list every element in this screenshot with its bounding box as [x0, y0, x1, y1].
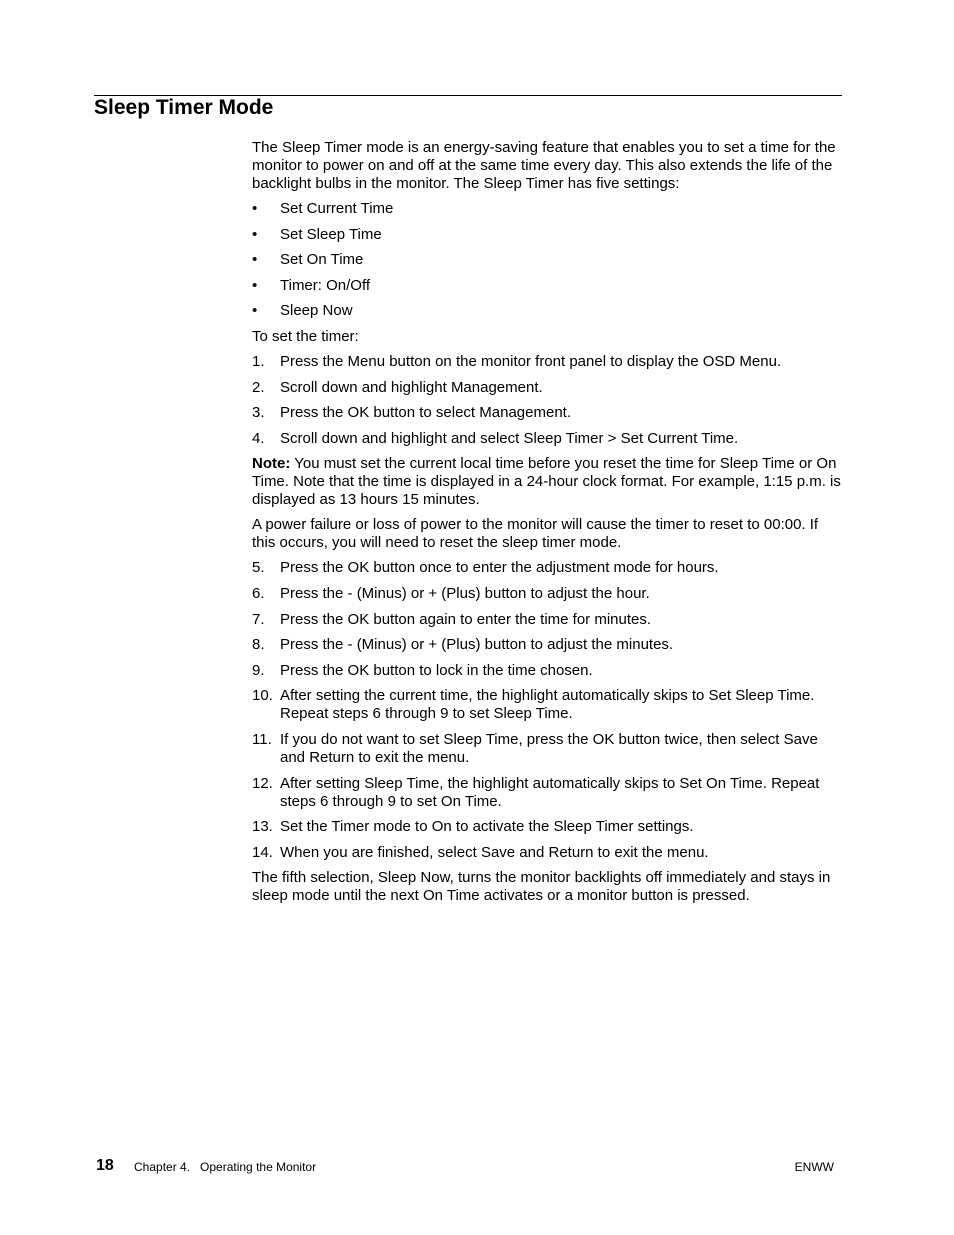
- step-item: [252, 636, 842, 654]
- step-item-marker: 14.: [252, 843, 273, 861]
- content-body: [252, 139, 842, 912]
- settings-item-text: Set Sleep Time: [280, 225, 382, 243]
- settings-item-marker: •: [252, 276, 258, 294]
- step-item-text: Press the OK button once to enter the adjustment mode for hours.: [280, 559, 719, 577]
- page-number: 18: [96, 1157, 114, 1174]
- settings-item: [252, 200, 842, 218]
- step-item-text: After setting the current time, the highlight automatically skips to Set Sleep Time. Repeat steps 6 through 9 to set Sleep Time.: [280, 687, 815, 723]
- step-item-text: When you are finished, select Save and Return to exit the menu.: [280, 843, 709, 861]
- step-item-text: Press the - (Minus) or + (Plus) button to adjust the hour.: [280, 584, 650, 602]
- step-item: [252, 687, 842, 723]
- step-item: [252, 404, 842, 422]
- step-item-marker: 4.: [252, 429, 265, 447]
- step-item: [252, 379, 842, 397]
- settings-item-marker: •: [252, 200, 258, 217]
- page-footer: [96, 1155, 838, 1177]
- step-item: [252, 430, 842, 448]
- step-item-marker: 7.: [252, 610, 265, 628]
- step-item-text: Set the Timer mode to On to activate the Sleep Timer settings.: [280, 818, 694, 836]
- note-paragraph: [252, 455, 842, 509]
- step-item: [252, 844, 842, 862]
- step-item-text: Press the OK button to select Management.: [280, 404, 571, 422]
- settings-item-text: Set Current Time: [280, 200, 394, 217]
- settings-item-text: Set On Time: [280, 251, 364, 269]
- closing-paragraph: The fifth selection, Sleep Now, turns the monitor backlights off immediately and stays in sleep mode until the next On Time activates or a monitor button is pressed.: [252, 869, 831, 905]
- step-item-marker: 13.: [252, 818, 273, 836]
- step-item-text: Scroll down and highlight and select Sleep Timer > Set Current Time.: [280, 429, 739, 447]
- settings-item-marker: •: [252, 225, 258, 243]
- settings-item: [252, 251, 842, 269]
- settings-item: [252, 277, 842, 295]
- step-item: [252, 611, 842, 629]
- step-item-text: Scroll down and highlight Management.: [280, 378, 543, 396]
- section-title: Sleep Timer Mode: [94, 96, 274, 119]
- steps-list-part-1: [252, 353, 842, 448]
- settings-item-text: Sleep Now: [280, 302, 353, 320]
- step-item: [252, 559, 842, 577]
- step-item-text: Press the OK button to lock in the time chosen.: [280, 661, 593, 679]
- step-item-marker: 9.: [252, 661, 265, 679]
- step-item-marker: 6.: [252, 584, 265, 602]
- settings-item: [252, 302, 842, 320]
- step-item-marker: 5.: [252, 559, 265, 577]
- note-label: Note:: [252, 455, 291, 473]
- step-item: [252, 585, 842, 603]
- power-failure-paragraph: A power failure or loss of power to the monitor will cause the timer to reset to 00:00. If this occurs, you will need to reset the sleep timer mode.: [252, 516, 819, 552]
- settings-item-text: Timer: On/Off: [280, 276, 371, 294]
- intro-paragraph: The Sleep Timer mode is an energy-saving feature that enables you to set a time for the monitor to power on and off at the same time every day. This also extends the life of the backlight bulbs in the monitor. The Sleep Timer has five settings:: [252, 139, 836, 192]
- step-item-marker: 10.: [252, 687, 273, 705]
- step-item-marker: 12.: [252, 774, 273, 792]
- note-text: You must set the current local time before you reset the time for Sleep Time or On Time. Note that the time is displayed in a 24-hour clock format. For example, 1:15 p.m. is displayed as 13 hours 15 minutes.: [252, 455, 841, 509]
- step-item-marker: 1.: [252, 352, 265, 370]
- step-item-text: Press the OK button again to enter the time for minutes.: [280, 610, 652, 628]
- footer-right-label: ENWW: [794, 1160, 834, 1174]
- steps-list-part-2: [252, 559, 842, 861]
- step-item: [252, 353, 842, 371]
- step-item-text: Press the - (Minus) or + (Plus) button to adjust the minutes.: [280, 636, 674, 654]
- step-item-marker: 3.: [252, 404, 265, 422]
- chapter-label: Chapter 4. Operating the Monitor: [134, 1160, 317, 1174]
- to-set-label: To set the timer:: [252, 327, 359, 345]
- step-item-text: Press the Menu button on the monitor front panel to display the OSD Menu.: [280, 352, 782, 370]
- settings-item: [252, 226, 842, 244]
- step-item-text: After setting Sleep Time, the highlight automatically skips to Set On Time. Repeat steps 6 through 9 to set On Time.: [280, 774, 820, 810]
- step-item: [252, 818, 842, 836]
- step-item: [252, 662, 842, 680]
- step-item: [252, 775, 842, 811]
- step-item-text: If you do not want to set Sleep Time, press the OK button twice, then select Save and Return to exit the menu.: [280, 730, 818, 766]
- settings-item-marker: •: [252, 302, 258, 320]
- settings-item-marker: •: [252, 251, 258, 269]
- step-item: [252, 731, 842, 767]
- settings-list: [252, 200, 842, 320]
- step-item-marker: 11.: [252, 730, 272, 748]
- step-item-marker: 2.: [252, 378, 265, 396]
- step-item-marker: 8.: [252, 636, 265, 654]
